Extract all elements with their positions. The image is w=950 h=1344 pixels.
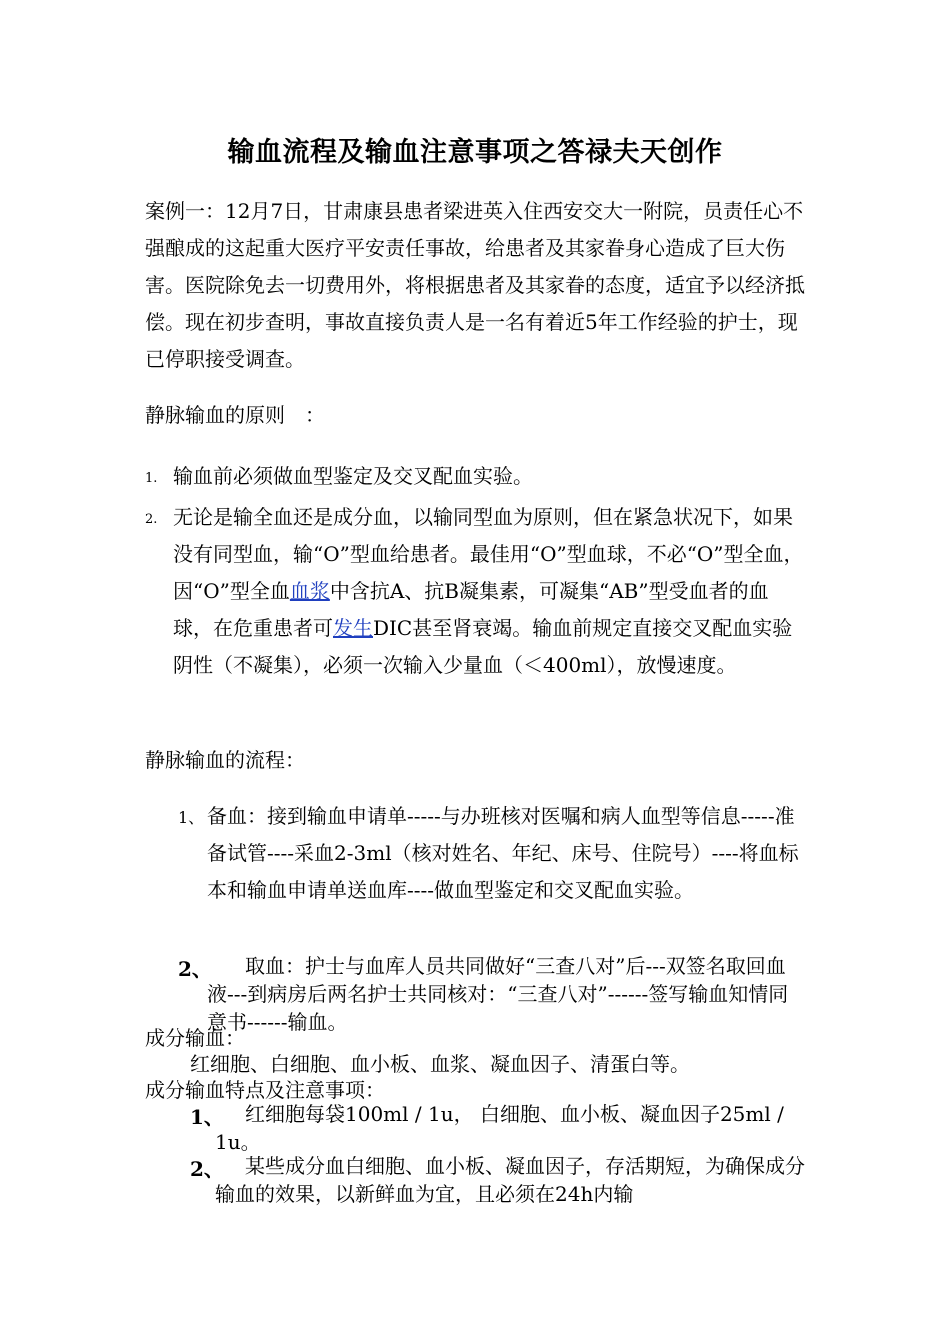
process-step-1-text: 备血：接到输血申请单-----与办班核对医嘱和病人血型等信息-----准备试管----采血2-3ml（核对姓名、年纪、床号、住院号）----将血标本和输血申请单送血库----做血型鉴定和交叉配血实验。: [207, 804, 799, 902]
principle-item-2-number: 2.: [145, 512, 158, 527]
principle-item-2: [145, 499, 805, 684]
feature-2-text: 某些成分血白细胞、血小板、凝血因子，存活期短，为确保成分输血的效果，以新鲜血为宜，且必须在24h内输: [215, 1154, 805, 1206]
component-list: 红细胞、白细胞、血小板、血浆、凝血因子、清蛋白等。: [190, 1052, 690, 1076]
process-step-1-number: 1、: [178, 808, 205, 827]
plasma-link[interactable]: 血浆: [289, 579, 330, 603]
occur-link[interactable]: 发生: [333, 616, 373, 640]
principle-item-1: [145, 458, 805, 495]
principle-item-2-text-c: DIC甚至肾衰竭。输血前规定直接交叉配血实验阴性（不凝集），必须一次输入少量血（＜400ml），放慢速度。: [173, 616, 793, 677]
feature-1-number: 1、: [190, 1105, 224, 1129]
document-title: 输血流程及输血注意事项之答禄夫天创作: [227, 137, 723, 168]
principle-item-2-text-a: 无论是输全血还是成分血，以输同型血为原则，但在紧急状况下，如果没有同型血，输“O”型血给患者。最佳用“O”型血球，不必“O”型全血，因“O”型全血: [173, 505, 804, 603]
process-step-2-text: 取血：护士与血库人员共同做好“三查八对”后---双签名取回血液---到病房后两名护士共同核对：“三查八对”------签写输血知情同意书------输血。: [207, 954, 789, 1034]
principle-item-1-text: 输血前必须做血型鉴定及交叉配血实验。: [173, 464, 533, 488]
principle-item-1-number: 1.: [145, 471, 158, 486]
process-step-2-number: 2、: [178, 957, 212, 981]
principle-heading: 静脉输血的原则 ：: [145, 403, 325, 427]
feature-heading: 成分输血特点及注意事项：: [145, 1078, 385, 1102]
case-paragraph: 案例一：12月7日，甘肃康县患者梁进英入住西安交大一附院，员责任心不强酿成的这起重大医疗平安责任事故，给患者及其家眷身心造成了巨大伤害。医院除免去一切费用外，将根据患者及其家眷的态度，适宜予以经济抵偿。现在初步查明，事故直接负责人是一名有着近5年工作经验的护士，现已停职接受调查。: [145, 199, 805, 371]
process-heading: 静脉输血的流程：: [145, 748, 305, 772]
component-heading: 成分输血：: [145, 1026, 245, 1050]
feature-2-number: 2、: [190, 1157, 224, 1181]
principle-item-2-text-b: 中含抗A、抗B凝集素，可凝集“AB”型受血者的血球，在危重患者可: [173, 579, 769, 640]
principle-list: [145, 458, 805, 688]
feature-1-text: 红细胞每袋100ml / 1u， 白细胞、血小板、凝血因子25ml / 1u。: [215, 1102, 784, 1154]
